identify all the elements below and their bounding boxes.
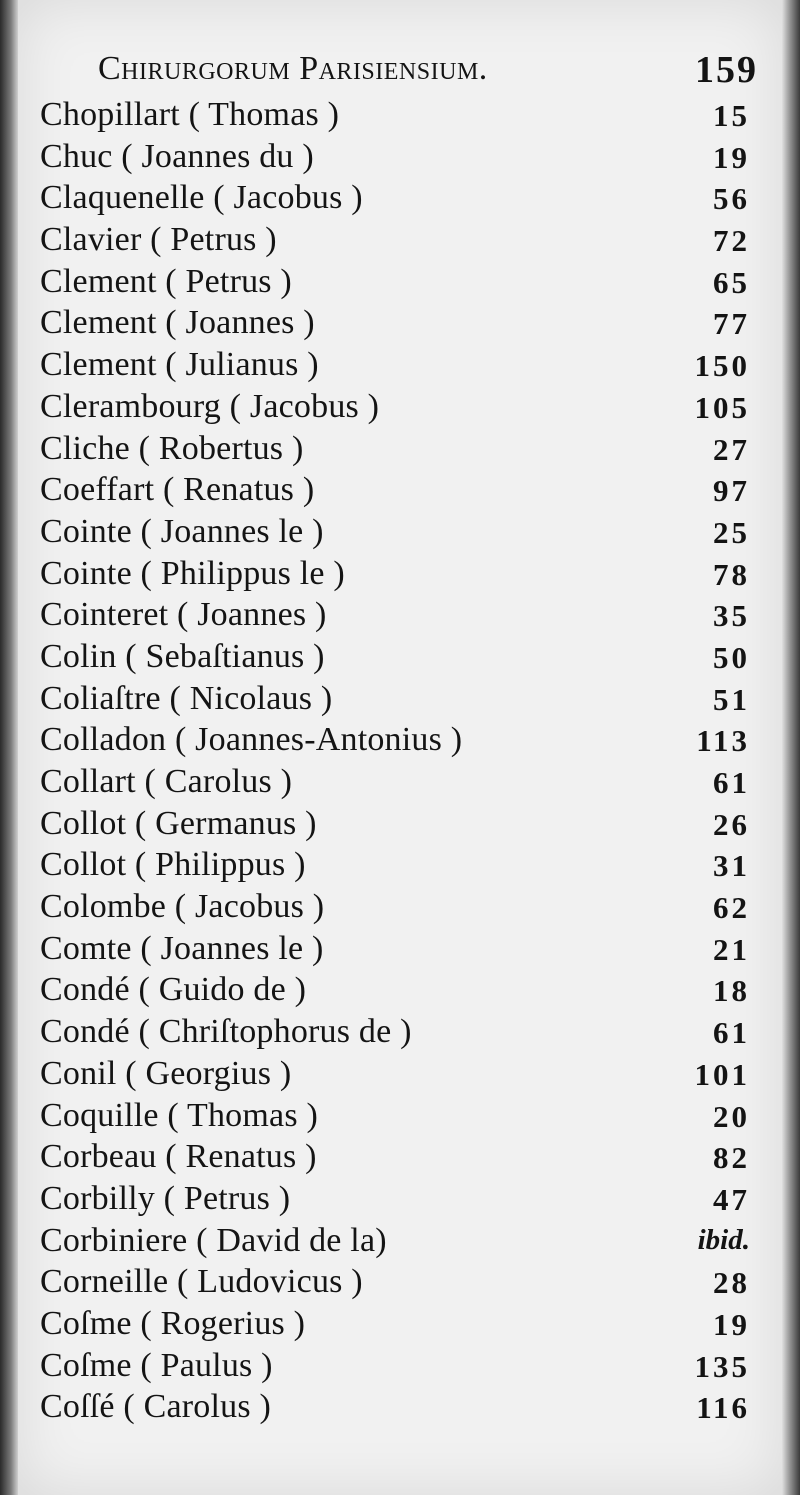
entry-page-number: 82 [713,1140,750,1176]
entry-name: Clement ( Julianus ) [40,346,319,384]
list-item [40,1261,750,1303]
list-item [40,1011,750,1053]
list-item [40,1178,750,1220]
entry-name: Coſme ( Rogerius ) [40,1304,306,1342]
entry-name: Condé ( Chriſtophorus de ) [40,1013,412,1051]
entry-page-number: 116 [696,1390,750,1426]
entry-page-number: 56 [713,181,750,217]
list-item [40,94,750,136]
entry-page-number: 105 [694,389,750,425]
running-header [98,46,758,96]
entry-name: Condé ( Guido de ) [40,971,307,1009]
entry-name: Colombe ( Jacobus ) [40,888,325,926]
entry-page-number: 15 [713,98,750,133]
page-number: 159 [695,49,758,91]
list-item [40,928,750,970]
list-item [40,1136,750,1178]
page-right-edge-shadow [782,0,800,1495]
entry-name: Cointe ( Philippus le ) [40,554,345,592]
entry-name: Cliche ( Robertus ) [40,429,304,467]
entry-name: Colladon ( Joannes-Antonius ) [40,721,463,759]
entry-page-number: 72 [713,223,750,259]
entry-name: Corbilly ( Petrus ) [40,1179,291,1217]
entry-name: Coſme ( Paulus ) [40,1346,273,1384]
list-item [40,594,750,636]
list-item [40,386,750,428]
running-title: Chirurgorum Parisiensium. [98,50,488,87]
entry-name: Clavier ( Petrus ) [40,221,277,259]
entry-page-number: 19 [713,1306,750,1342]
list-item [40,469,750,511]
list-item [40,886,750,928]
entry-page-number: 35 [713,598,750,634]
entry-page-number: 78 [713,556,750,592]
book-page [18,0,782,1495]
entry-page-number: 65 [713,264,750,300]
entry-page-number: 61 [713,765,750,800]
entry-page-number: 47 [713,1181,750,1217]
index-list [40,94,750,1428]
entry-page-number: 135 [694,1348,750,1384]
entry-name: Cointe ( Joannes le ) [40,512,324,550]
list-item [40,1095,750,1137]
list-item [40,1220,750,1262]
entry-name: Coſſé ( Carolus ) [40,1388,271,1426]
list-item [40,553,750,595]
entry-name: Claquenelle ( Jacobus ) [40,179,363,217]
list-item [40,1386,750,1428]
entry-page-number: 97 [713,473,750,509]
page-left-edge-shadow [0,0,18,1495]
entry-name: Comte ( Joannes le ) [40,929,324,967]
entry-name: Clement ( Joannes ) [40,304,315,342]
list-item [40,969,750,1011]
list-item [40,344,750,386]
entry-name: Collart ( Carolus ) [40,763,293,800]
list-item [40,678,750,720]
entry-name: Clerambourg ( Jacobus ) [40,387,380,425]
list-item [40,177,750,219]
entry-page-number: 113 [696,723,750,759]
entry-page-number: 27 [713,431,750,467]
entry-page-number: 18 [713,973,750,1009]
list-item [40,1303,750,1345]
entry-name: Collot ( Germanus ) [40,804,317,842]
list-item [40,428,750,470]
entry-page-number: 26 [713,806,750,842]
entry-name: Collot ( Philippus ) [40,846,306,884]
entry-name: Chuc ( Joannes du ) [40,137,314,175]
list-item [40,636,750,678]
entry-name: Conil ( Georgius ) [40,1054,292,1092]
entry-page-number: 31 [713,848,750,884]
list-item [40,803,750,845]
entry-name: Coliaſtre ( Nicolaus ) [40,679,333,717]
entry-page-number: 21 [713,931,750,967]
entry-name: Colin ( Sebaſtianus ) [40,637,325,675]
entry-name: Coquille ( Thomas ) [40,1096,318,1134]
list-item [40,302,750,344]
list-item [40,511,750,553]
entry-page-number: 62 [713,890,750,926]
list-item [40,1053,750,1095]
entry-page-number: 25 [713,514,750,550]
entry-page-number: 101 [694,1056,750,1092]
entry-name: Coeffart ( Renatus ) [40,471,315,509]
list-item [40,761,750,803]
list-item [40,1345,750,1387]
entry-page-number: 150 [694,348,750,384]
entry-name: Clement ( Petrus ) [40,262,292,300]
entry-name: Corbeau ( Renatus ) [40,1138,317,1176]
entry-page-number: 50 [713,639,750,675]
entry-page-number: ibid. [697,1223,750,1256]
entry-page-number: 19 [713,139,750,175]
list-item [40,219,750,261]
entry-page-number: 28 [713,1265,750,1301]
entry-page-number: 20 [713,1098,750,1134]
list-item [40,719,750,761]
list-item [40,261,750,303]
entry-name: Chopillart ( Thomas ) [40,96,340,133]
entry-page-number: 61 [713,1015,750,1051]
entry-page-number: 77 [713,306,750,342]
list-item [40,844,750,886]
entry-name: Corneille ( Ludovicus ) [40,1263,363,1301]
entry-name: Cointeret ( Joannes ) [40,596,327,634]
entry-name: Corbiniere ( David de la) [40,1221,387,1259]
list-item [40,136,750,178]
entry-page-number: 51 [713,681,750,717]
